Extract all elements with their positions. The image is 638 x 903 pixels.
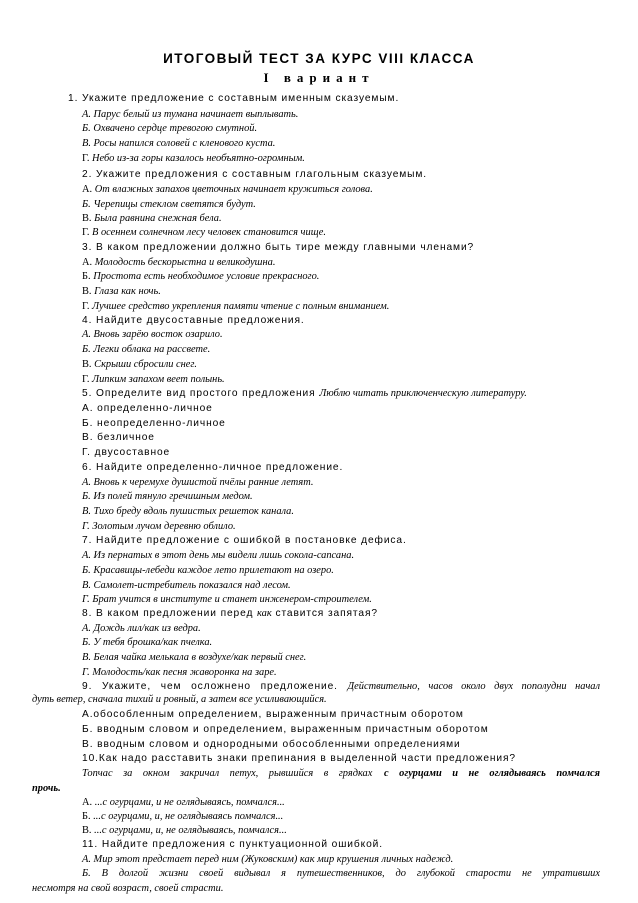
q3-option-c-label: В. [82,286,92,298]
q1-option-b: Б. Охвачено сердце тревогою смутной. [82,123,258,135]
q1-option-a: А. Парус белый из тумана начинает выплывать. [82,108,299,120]
q3-option-d-label: Г. [82,300,90,312]
question-4: 4. Найдите двусоставные предложения. [82,314,305,326]
q3-option-d [82,300,389,314]
question-8 [82,607,378,621]
q3-option-c-text: Глаза как ночь. [94,286,161,298]
q9-option-c: В. вводным словом и однородными обособленными определениями [82,738,461,750]
q2-option-d [82,226,326,240]
question-6: 6. Найдите определенно-личное предложение. [82,461,344,473]
question-5-text: 5. Определите вид простого предложения [82,388,316,400]
q7-option-c: В. Самолет-истребитель показался над лесом. [82,579,291,591]
q2-option-c-label: В. [82,213,92,225]
q4-option-c-text: Скрыши сбросили снег. [94,358,197,370]
q3-option-a [82,256,275,270]
q5-option-c: В. безличное [82,432,155,444]
q10-option-b [82,810,283,824]
q3-option-d-text: Лучшее средство укрепления памяти чтение с полным вниманием. [92,300,390,312]
question-9 [82,680,600,694]
q6-option-c: В. Тихо бреду вдоль пушистых решеток канала. [82,505,294,517]
q11-option-a: А. Мир этот предстает перед ним (Жуковским) как мир крушения личных надежд. [82,853,454,865]
q10-option-c-text: ...с огурцами, и, не оглядываясь, помчался... [94,825,287,837]
q3-option-a-label: А. [82,256,93,268]
question-8-text-end: ставится запятая? [275,608,378,620]
question-8-keyword: как [257,608,272,620]
q10-option-c [82,824,287,838]
q1-option-d-label: Г. [82,152,90,164]
q3-option-b [82,270,319,284]
question-9-sentence-line-2: дуть ветер, сначала тихий и ровный, а затем все усиливающийся. [32,694,327,706]
q1-option-d-text: Небо из-за горы казалось необъятно-огромным. [92,152,305,164]
q4-option-a: А. Вновь зарёю восток озарило. [82,329,223,341]
q2-option-a-text: От влажных запахов цветочных начинает кружиться голова. [94,184,373,196]
q10-option-a [82,796,285,810]
question-11: 11. Найдите предложения с пунктуационной ошибкой. [82,838,383,850]
q8-option-a: А. Дождь лил/как из ведра. [82,622,201,634]
q4-option-d-text: Липким запахом веет полынь. [92,373,225,385]
q10-option-a-label: А. [82,797,93,809]
q2-option-d-text: В осеннем солнечном лесу человек становится чище. [92,227,327,239]
q10-option-b-text: ...с огурцами, и, не оглядываясь помчался... [93,811,284,823]
q10-option-a-text: ...с огурцами, и не оглядываясь, помчался... [94,797,285,809]
variant-heading: I вариант [263,70,375,85]
q11-option-b-line-1: Б. В долгой жизни своей видывал я путешественников, до глубокой старости не утративших [82,868,600,880]
question-9-text: 9. Укажите, чем осложнено предложение. [82,680,338,692]
question-5-example: Люблю читать приключенческую литературу. [319,388,527,400]
q3-option-b-label: Б. [82,271,91,283]
question-10-sentence-line-2 [32,782,61,796]
q2-option-c [82,212,222,226]
question-7: 7. Найдите предложение с ошибкой в постановке дефиса. [82,535,407,547]
q7-option-a: А. Из пернатых в этот день мы видели лишь сокола-сапсана. [82,550,355,562]
question-9-sentence-line-1: Действительно, часов около двух пополудни начал [347,680,600,692]
q4-option-b: Б. Легки облака на рассвете. [82,344,211,356]
page-title: ИТОГОВЫЙ ТЕСТ ЗА КУРС VIII КЛАССА [163,51,475,66]
question-10-highlighted-part: с огурцами и не оглядываясь помчался [384,768,601,780]
question-1: 1. Укажите предложение с составным именным сказуемым. [68,93,400,104]
q2-option-a [82,183,373,197]
question-10-highlighted-end: прочь. [32,782,61,794]
question-3: 3. В каком предложении должно быть тире между главными членами? [82,241,475,253]
q7-option-b: Б. Красавицы-лебеди каждое лето прилетают на озеро. [82,564,334,576]
q3-option-c [82,285,161,299]
question-5 [82,387,527,401]
q3-option-b-text: Простота есть необходимое условие прекрасного. [93,271,320,283]
q10-option-b-label: Б. [82,811,91,823]
q5-option-b: Б. неопределенно-личное [82,417,226,429]
q2-option-d-label: Г. [82,227,90,239]
q4-option-c-label: В. [82,358,92,370]
q2-option-b: Б. Черепицы стеклом светятся будут. [82,198,256,210]
q1-option-c: В. Росы напился соловей с кленового куста. [82,138,276,150]
question-2: 2. Укажите предложения с составным глагольным сказуемым. [82,169,428,181]
q2-option-c-text: Была равнина снежная бела. [94,213,222,225]
q1-option-d [82,152,305,166]
q8-option-b: Б. У тебя брошка/как пчелка. [82,637,213,649]
q8-option-c: В. Белая чайка мелькала в воздухе/как первый снег. [82,652,307,664]
question-10-sentence-start: Топчас за окном закричал петух, рывшийся в грядках [82,768,373,780]
q11-option-b-line-2: несмотря на свой возраст, своей страсти. [32,883,224,894]
q10-option-c-label: В. [82,825,92,837]
question-8-text-start: 8. В каком предложении перед [82,608,254,620]
q3-option-a-text: Молодость бескорыстна и великодушна. [94,256,276,268]
q4-option-c [82,358,197,372]
q5-option-d: Г. двусоставное [82,447,171,459]
q6-option-a: А. Вновь к черемухе душистой пчёлы ранние летят. [82,476,314,488]
q9-option-b: Б. вводным словом и определением, выраженным причастным оборотом [82,723,489,735]
q8-option-d: Г. Молодость/как песня жаворонка на заре. [82,666,277,678]
q6-option-b: Б. Из полей тянуло гречишным медом. [82,491,253,503]
q4-option-d [82,373,225,387]
q2-option-a-label: А. [82,184,93,196]
question-10: 10.Как надо расставить знаки препинания в выделенной части предложения? [82,753,516,765]
q5-option-a: А. определенно-личное [82,402,213,414]
q4-option-d-label: Г. [82,373,90,385]
q7-option-d: Г. Брат учится в институте и станет инженером-строителем. [82,594,372,606]
question-10-sentence-line-1 [82,767,600,781]
q9-option-a: А.обособленным определением, выраженным причастным оборотом [82,709,464,721]
q6-option-d: Г. Золотым лучом деревню облило. [82,520,236,532]
